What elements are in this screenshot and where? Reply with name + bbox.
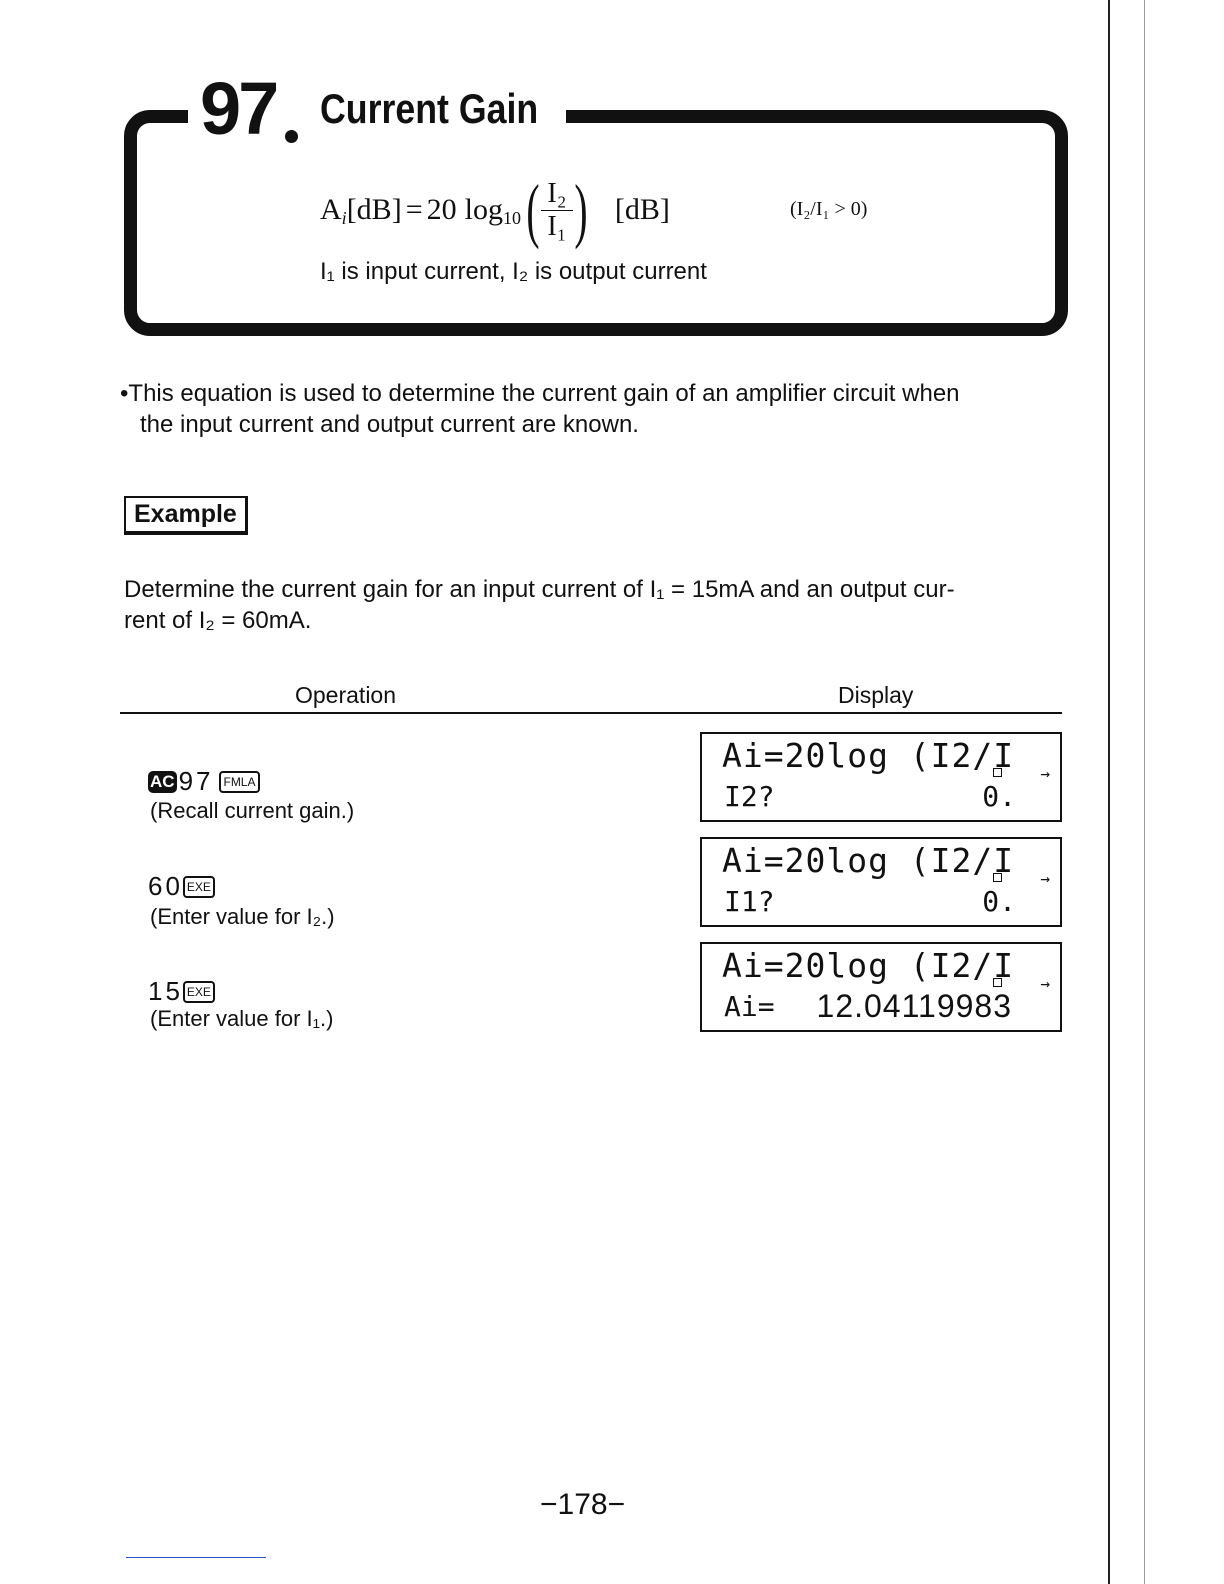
lcd-2-value: 0. [982,885,1016,918]
formula-paren-open: ( [526,170,540,250]
formula-denominator: I₁ [547,210,567,242]
section-number: 97 [200,67,277,150]
table-header-rule [120,712,1062,714]
section-number-dot [285,130,298,143]
binding-edge [1108,0,1110,1584]
step-2-digits: 60 [148,871,183,901]
scroll-arrow-icon: → [1040,869,1050,888]
scroll-arrow-icon: → [1040,974,1050,993]
step-2-keys [148,871,215,902]
formula-unit: [dB] [614,193,670,226]
description-line-1: •This equation is used to determine the current gain of an amplifier circuit when [120,380,960,407]
ac-key-icon: AC [150,771,175,791]
step-3-note: (Enter value for I₁.) [150,1006,334,1031]
lcd-1-value: 0. [982,780,1016,813]
lcd-3-line-1: Ai=20log (I2/I [722,946,1015,985]
formula-coef: 20 [426,193,457,226]
formula-equals: = [405,193,423,226]
formula-paren-close: ) [574,170,588,250]
binding-edge-inner [1144,0,1145,1584]
formula-lhs-unit: [dB] [346,193,402,226]
lcd-display-2 [700,837,1062,927]
lcd-1-line-1: Ai=20log (I2/I [722,736,1015,775]
example-text-line-2: rent of I₂ = 60mA. [124,607,312,634]
section-title: Current Gain [320,85,539,132]
degree-indicator-icon [993,768,1002,777]
example-label: Example [124,496,248,535]
lcd-display-3 [700,942,1062,1032]
exe-key-icon: EXE [183,981,215,1003]
formula-log-base: 10 [502,207,521,228]
step-1-digits: 97 [178,766,214,796]
step-3-digits: 15 [148,976,183,1006]
formula-log: log [464,193,503,226]
step-3-keys [148,976,215,1007]
degree-indicator-icon [993,978,1002,987]
fmla-key-icon: FMLA [219,771,259,793]
example-text-line-1: Determine the current gain for an input current of I₁ = 15mA and an output cur- [124,576,955,603]
lcd-1-prompt: I2? [724,780,775,813]
degree-indicator-icon [993,873,1002,882]
step-2-note: (Enter value for I₂.) [150,904,335,929]
lcd-3-result: 12.04119983 [816,988,1012,1024]
page-number: −178− [540,1488,626,1521]
step-1-note: (Recall current gain.) [150,798,355,823]
formula-numerator: I₂ [547,177,567,209]
formula-lhs: A [320,193,342,226]
formula-lhs-sub: i [341,207,347,228]
scroll-arrow-icon: → [1040,764,1050,783]
footer-rule [126,1557,266,1558]
formula-condition: (I₂/I₁ > 0) [790,198,868,220]
lcd-2-line-1: Ai=20log (I2/I [722,841,1015,880]
formula-fraction [541,178,573,243]
description-line-2: the input current and output current are known. [140,411,639,438]
column-header-operation: Operation [295,682,397,708]
column-header-display: Display [838,682,914,708]
exe-key-icon: EXE [183,876,215,898]
formula-where: I₁ is input current, I₂ is output current [320,258,707,285]
lcd-2-prompt: I1? [724,885,775,918]
lcd-3-label: Ai= [724,990,775,1023]
step-1-keys [148,766,260,797]
formula [320,168,670,252]
lcd-display-1 [700,732,1062,822]
